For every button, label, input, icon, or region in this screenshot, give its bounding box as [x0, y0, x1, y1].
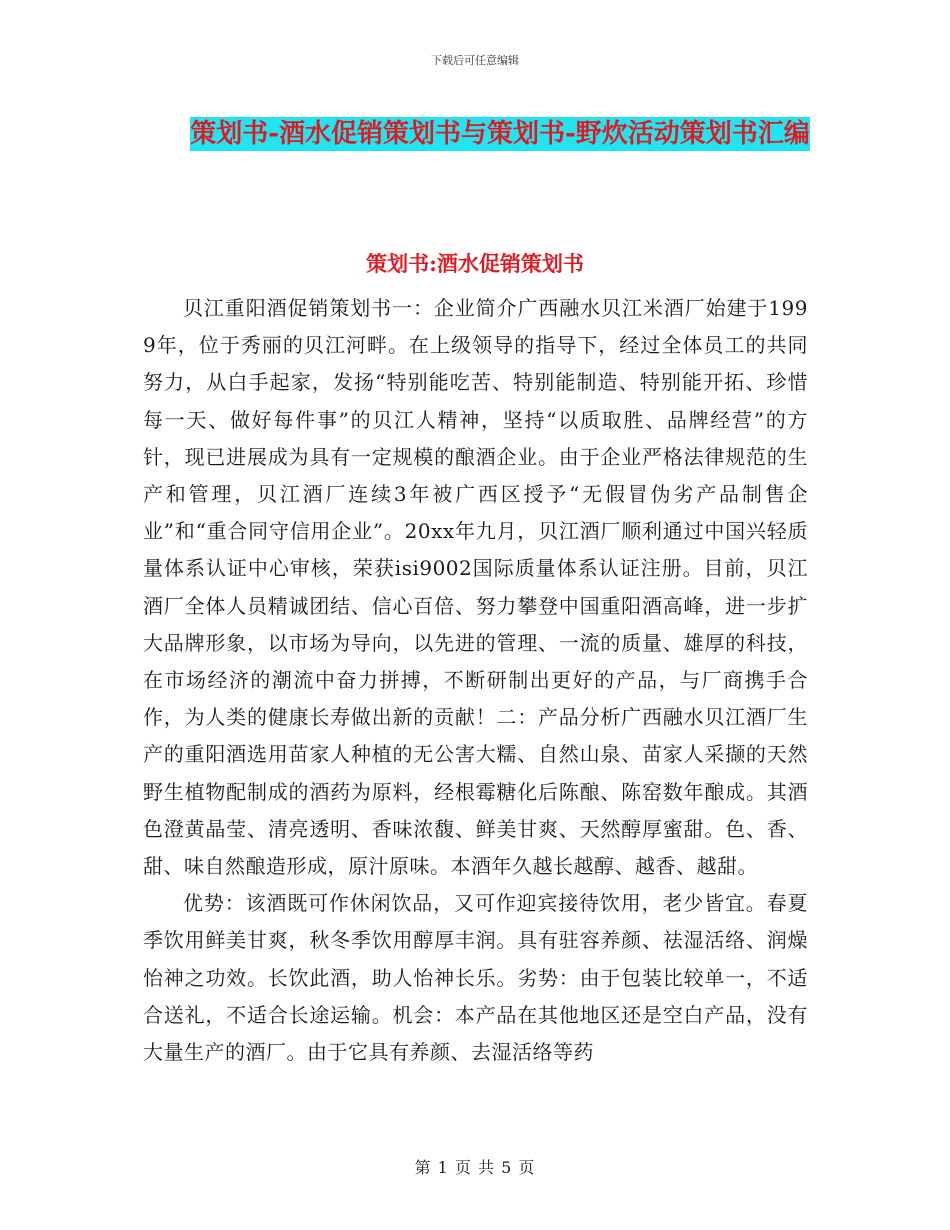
document-title [190, 108, 810, 160]
page-number: 第 1 页 共 5 页 [414, 1158, 536, 1177]
section-title: 策划书:酒水促销策划书 [366, 251, 584, 276]
body-paragraph: 优势：该酒既可作休闲饮品，又可作迎宾接待饮用，老少皆宜。春夏季饮用鲜美甘爽，秋冬季饮用醇厚丰润。具有驻容养颜、祛湿活络、润燥怡神之功效。长饮此酒，助人怡神长乐。劣势：由于包装比较单一，不适合送礼，不适合长途运输。机会：本产品在其他地区还是空白产品，没有大量生产的酒厂。由于它具有养颜、去湿活络等药 [143, 891, 808, 1065]
page-header: 下载后可任意编辑 [431, 54, 519, 67]
document-body [143, 290, 808, 1071]
document-title-text: 策划书-酒水促销策划书与策划书-野炊活动策划书汇编 [190, 119, 810, 149]
body-paragraph: 贝江重阳酒促销策划书一：企业简介广西融水贝江米酒厂始建于1999年，位于秀丽的贝江河畔。在上级领导的指导下，经过全体员工的共同努力，从白手起家，发扬“特别能吃苦、特别能制造、特别能开拓、珍惜每一天、做好每件事”的贝江人精神，坚持“以质取胜、品牌经营”的方针，现已进展成为具有一定规模的酿酒企业。由于企业严格法律规范的生产和管理，贝江酒厂连续3年被广西区授予“无假冒伪劣产品制售企业”和“重合同守信用企业”。20xx年九月，贝江酒厂顺利通过中国兴轻质量体系认证中心审核，荣获isi9002国际质量体系认证注册。目前，贝江酒厂全体人员精诚团结、信心百倍、努力攀登中国重阳酒高峰，进一步扩大品牌形象，以市场为导向，以先进的管理、一流的质量、雄厚的科技，在市场经济的潮流中奋力拼搏，不断研制出更好的产品，与厂商携手合作，为人类的健康长寿做出新的贡献！二：产品分析广西融水贝江酒厂生产的重阳酒选用苗家人种植的无公害大糯、自然山泉、苗家人采撷的天然野生植物配制成的酒药为原料，经根霉糖化后陈酿、陈窑数年酿成。其酒色澄黄晶莹、清亮透明、香味浓馥、鲜美甘爽、天然醇厚蜜甜。色、香、甜、味自然酿造形成，原汁原味。本酒年久越长越醇、越香、越甜。 [143, 296, 808, 879]
